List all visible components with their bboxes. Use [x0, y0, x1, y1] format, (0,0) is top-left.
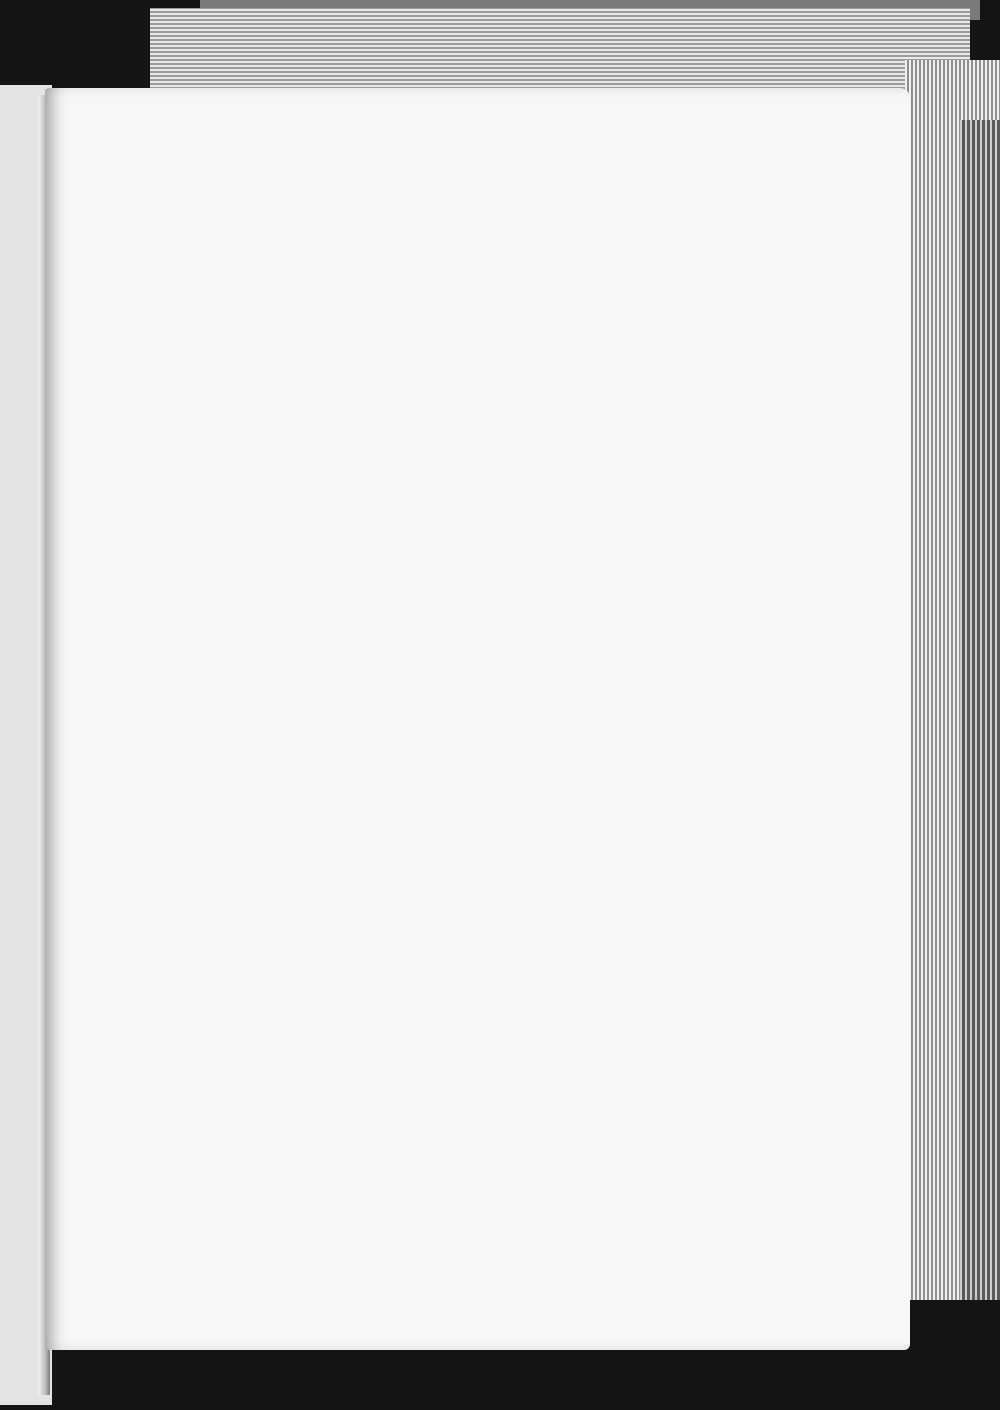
page-edges-right-outer — [960, 120, 1000, 1300]
printed-page — [45, 88, 910, 1350]
